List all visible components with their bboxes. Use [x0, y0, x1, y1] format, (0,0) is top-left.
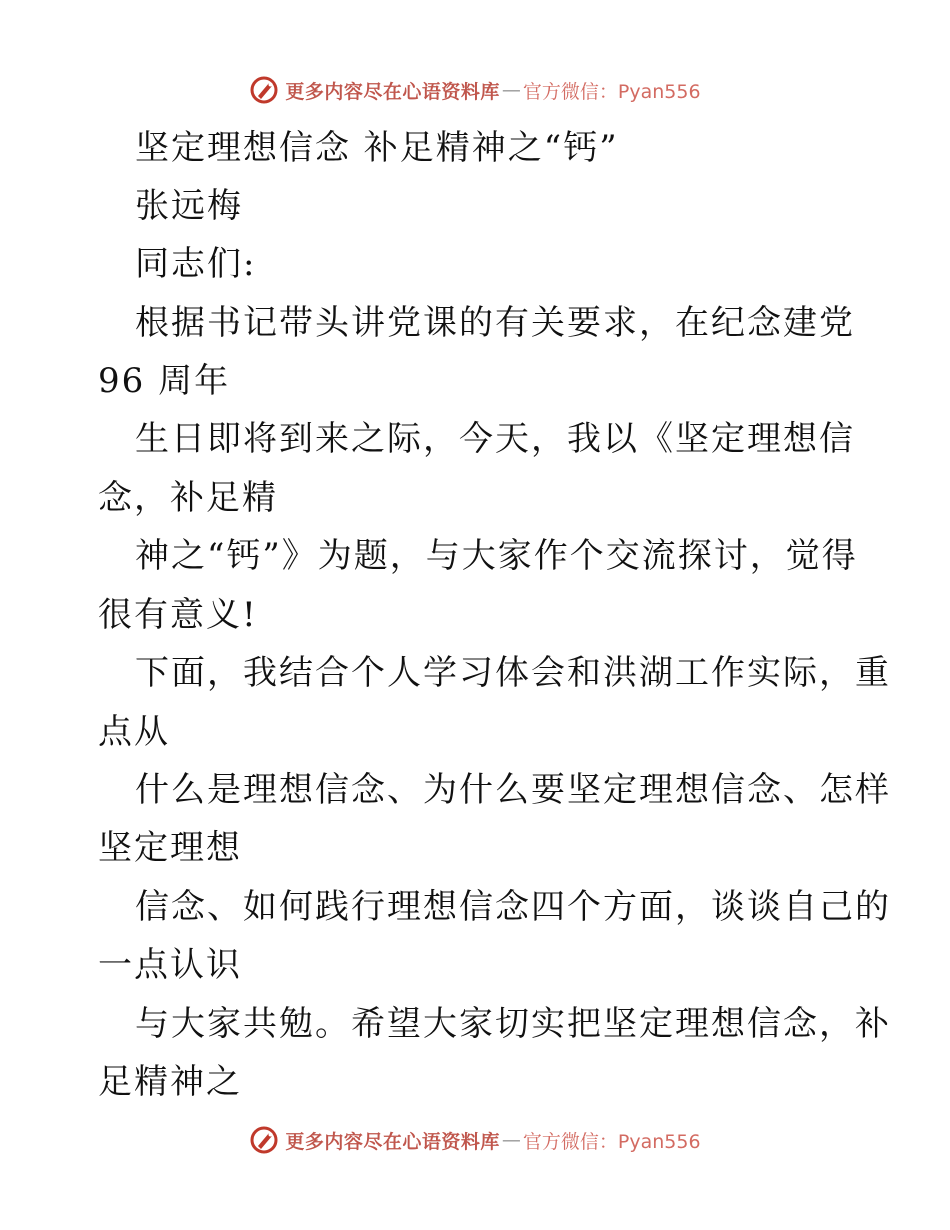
paragraph-line: 根据书记带头讲党课的有关要求，在纪念建党 — [135, 303, 855, 343]
banner-dash: — — [501, 79, 521, 101]
banner-wechat: 官方微信：Pyan556 — [522, 1130, 701, 1153]
paragraph-line: 96 周年 — [98, 361, 231, 401]
paragraph-line: 神之“钙”》为题，与大家作个交流探讨，觉得 — [135, 536, 858, 576]
paragraph-line: 什么是理想信念、为什么要坚定理想信念、怎样 — [135, 770, 891, 810]
paragraph-line: 点从 — [98, 712, 170, 752]
header-banner — [0, 70, 950, 110]
document-author: 张远梅 — [135, 186, 243, 226]
paragraph-line: 信念、如何践行理想信念四个方面，谈谈自己的 — [135, 887, 891, 927]
document-salutation: 同志们: — [135, 244, 257, 284]
paragraph-line: 念，补足精 — [98, 478, 278, 518]
banner-dash: — — [501, 1129, 521, 1151]
pen-logo-icon — [249, 1125, 279, 1155]
banner-text: 更多内容尽在心语资料库 — [285, 1130, 500, 1153]
banner-wechat: 官方微信：Pyan556 — [522, 80, 701, 103]
paragraph-line: 下面，我结合个人学习体会和洪湖工作实际，重 — [135, 653, 891, 693]
paragraph-line: 很有意义! — [98, 595, 258, 635]
footer-banner — [0, 1120, 950, 1160]
paragraph-line: 坚定理想 — [98, 828, 242, 868]
document-title: 坚定理想信念 补足精神之“钙” — [135, 128, 619, 168]
paragraph-line: 一点认识 — [98, 945, 242, 985]
paragraph-line: 与大家共勉。希望大家切实把坚定理想信念，补 — [135, 1004, 891, 1044]
paragraph-line: 足精神之 — [98, 1062, 242, 1102]
pen-logo-icon — [249, 75, 279, 105]
paragraph-line: 生日即将到来之际，今天，我以《坚定理想信 — [135, 419, 855, 459]
banner-text: 更多内容尽在心语资料库 — [285, 80, 500, 103]
